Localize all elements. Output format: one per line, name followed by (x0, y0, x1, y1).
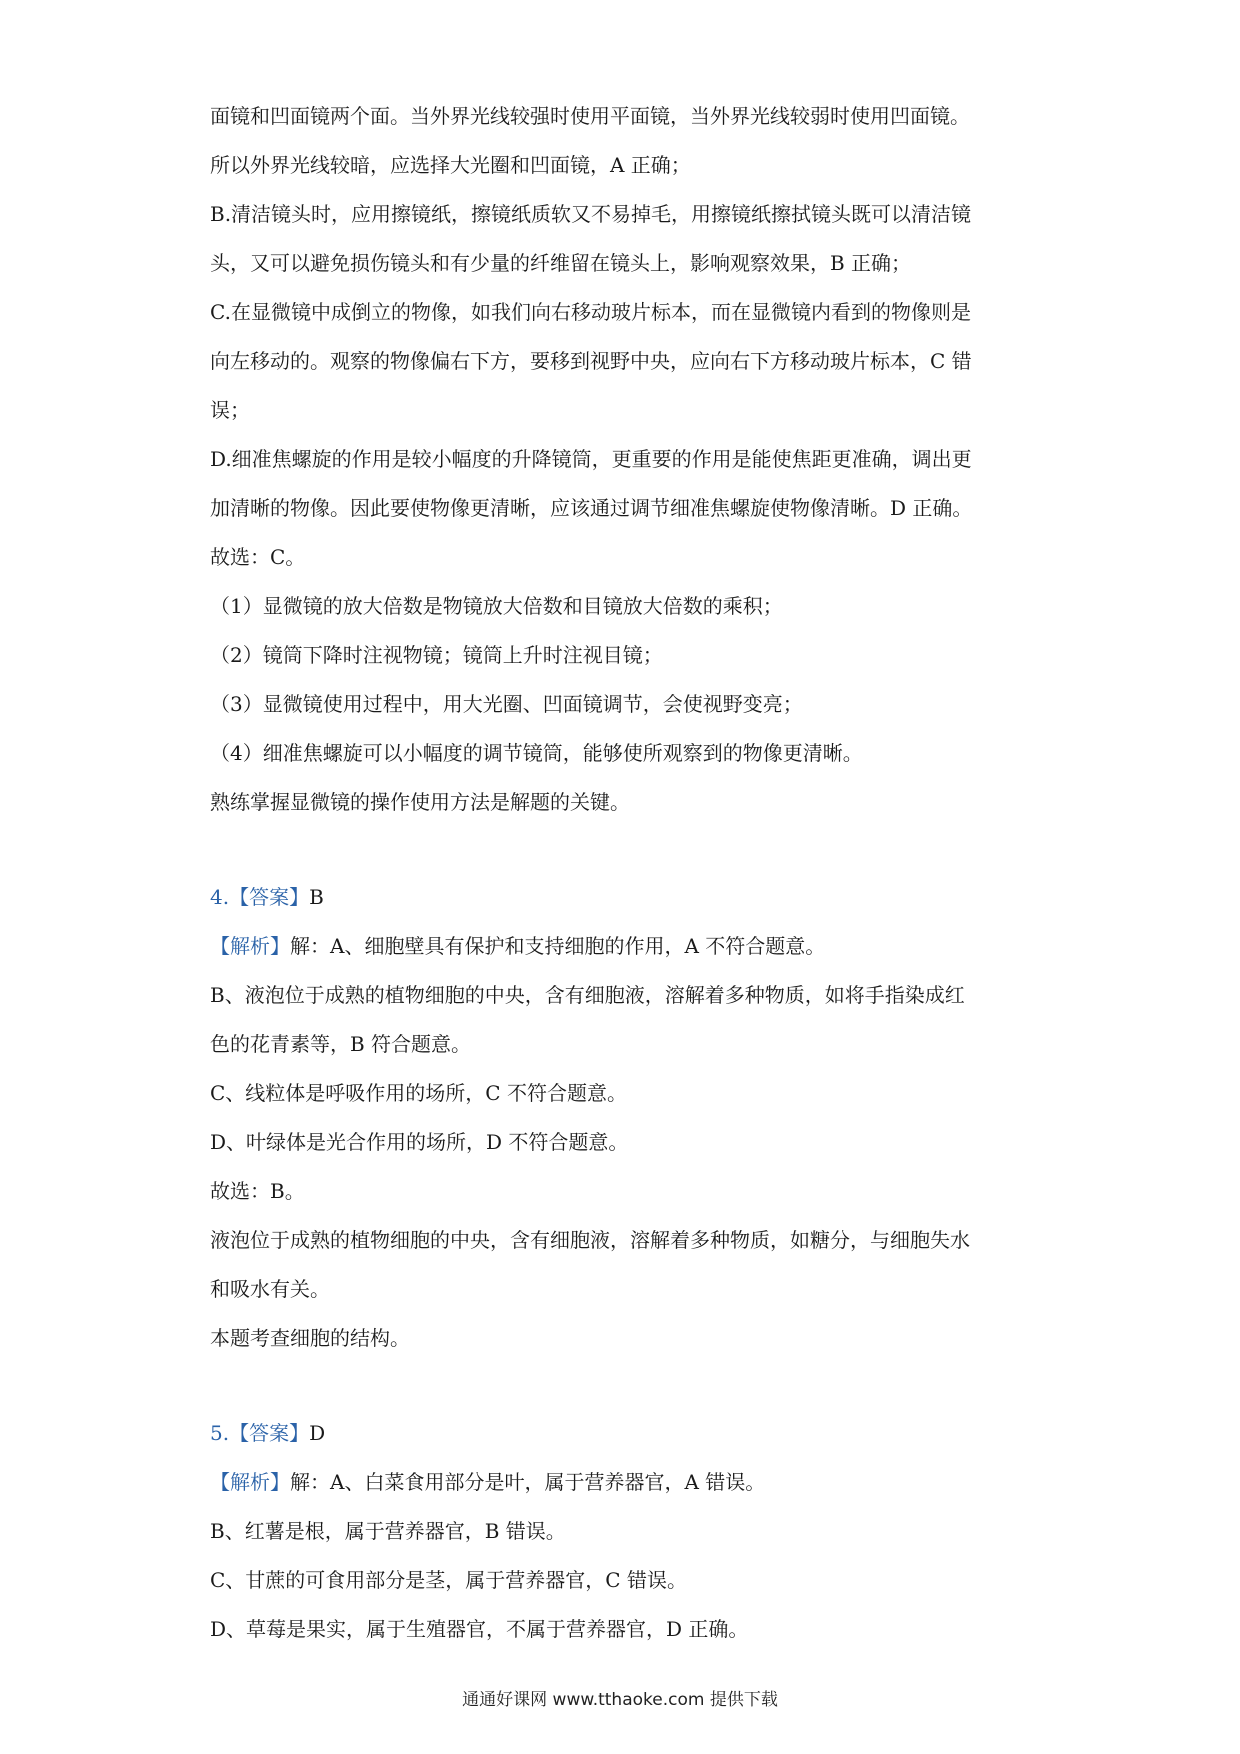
paragraph-line: 误； (210, 398, 250, 422)
paragraph-line: 头，又可以避免损伤镜头和有少量的纤维留在镜头上，影响观察效果，B 正确； (210, 251, 912, 275)
q5-answer: D (309, 1421, 326, 1445)
paragraph-line: 加清晰的物像。因此要使物像更清晰，应该通过调节细准焦螺旋使物像清晰。D 正确。 (210, 496, 973, 520)
paragraph-line: B.清洁镜头时，应用擦镜纸，擦镜纸质软又不易掉毛，用擦镜纸擦拭镜头既可以清洁镜 (210, 202, 972, 226)
q4-analysis-text: 解：A、细胞壁具有保护和支持细胞的作用，A 不符合题意。 (290, 934, 826, 958)
q4-answer: B (309, 885, 324, 909)
page-footer: 通通好课网 www.tthaoke.com 提供下载 (462, 1690, 778, 1710)
q5-line: C、甘蔗的可食用部分是茎，属于营养器官，C 错误。 (210, 1568, 687, 1592)
paragraph-line: （1）显微镜的放大倍数是物镜放大倍数和目镜放大倍数的乘积； (210, 594, 783, 618)
q4-line: 本题考查细胞的结构。 (210, 1326, 410, 1350)
paragraph-line: 向左移动的。观察的物像偏右下方，要移到视野中央，应向右下方移动玻片标本，C 错 (210, 349, 972, 373)
section-gap (210, 1363, 1045, 1409)
q5-answer-line (210, 1409, 1045, 1458)
paragraph-line: 所以外界光线较暗，应选择大光圈和凹面镜，A 正确； (210, 153, 691, 177)
q4-line: C、线粒体是呼吸作用的场所，C 不符合题意。 (210, 1081, 627, 1105)
paragraph-line: （3）显微镜使用过程中，用大光圈、凹面镜调节，会使视野变亮； (210, 692, 803, 716)
q5-analysis-text: 解：A、白菜食用部分是叶，属于营养器官，A 错误。 (290, 1470, 766, 1494)
paragraph-line: 熟练掌握显微镜的操作使用方法是解题的关键。 (210, 790, 630, 814)
q5-line: B、红薯是根，属于营养器官，B 错误。 (210, 1519, 566, 1543)
q4-number: 4. (210, 885, 230, 909)
document-body (210, 92, 1045, 1654)
q4-analysis-line (210, 922, 1045, 971)
q4-line: B、液泡位于成熟的植物细胞的中央，含有细胞液，溶解着多种物质，如将手指染成红 (210, 983, 965, 1007)
q5-analysis-line (210, 1458, 1045, 1507)
paragraph-line: D.细准焦螺旋的作用是较小幅度的升降镜筒，更重要的作用是能使焦距更准确，调出更 (210, 447, 972, 471)
paragraph-line: 面镜和凹面镜两个面。当外界光线较强时使用平面镜，当外界光线较弱时使用凹面镜。 (210, 104, 970, 128)
q4-line: 故选：B。 (210, 1179, 305, 1203)
q4-analysis-tag: 【解析】 (210, 934, 290, 958)
q4-line: D、叶绿体是光合作用的场所，D 不符合题意。 (210, 1130, 629, 1154)
q5-analysis-tag: 【解析】 (210, 1470, 290, 1494)
paragraph-line: 故选：C。 (210, 545, 306, 569)
paragraph-line: （4）细准焦螺旋可以小幅度的调节镜筒，能够使所观察到的物像更清晰。 (210, 741, 863, 765)
section-gap (210, 827, 1045, 873)
q4-answer-line (210, 873, 1045, 922)
q5-line: D、草莓是果实，属于生殖器官，不属于营养器官，D 正确。 (210, 1617, 749, 1641)
q4-answer-tag: 【答案】 (229, 885, 310, 909)
paragraph-line: C.在显微镜中成倒立的物像，如我们向右移动玻片标本，而在显微镜内看到的物像则是 (210, 300, 971, 324)
q5-number: 5. (210, 1421, 230, 1445)
q4-line: 色的花青素等，B 符合题意。 (210, 1032, 472, 1056)
paragraph-line: （2）镜筒下降时注视物镜；镜筒上升时注视目镜； (210, 643, 663, 667)
q4-line: 和吸水有关。 (210, 1277, 330, 1301)
q5-answer-tag: 【答案】 (229, 1421, 310, 1445)
q4-line: 液泡位于成熟的植物细胞的中央，含有细胞液，溶解着多种物质，如糖分，与细胞失水 (210, 1228, 970, 1252)
